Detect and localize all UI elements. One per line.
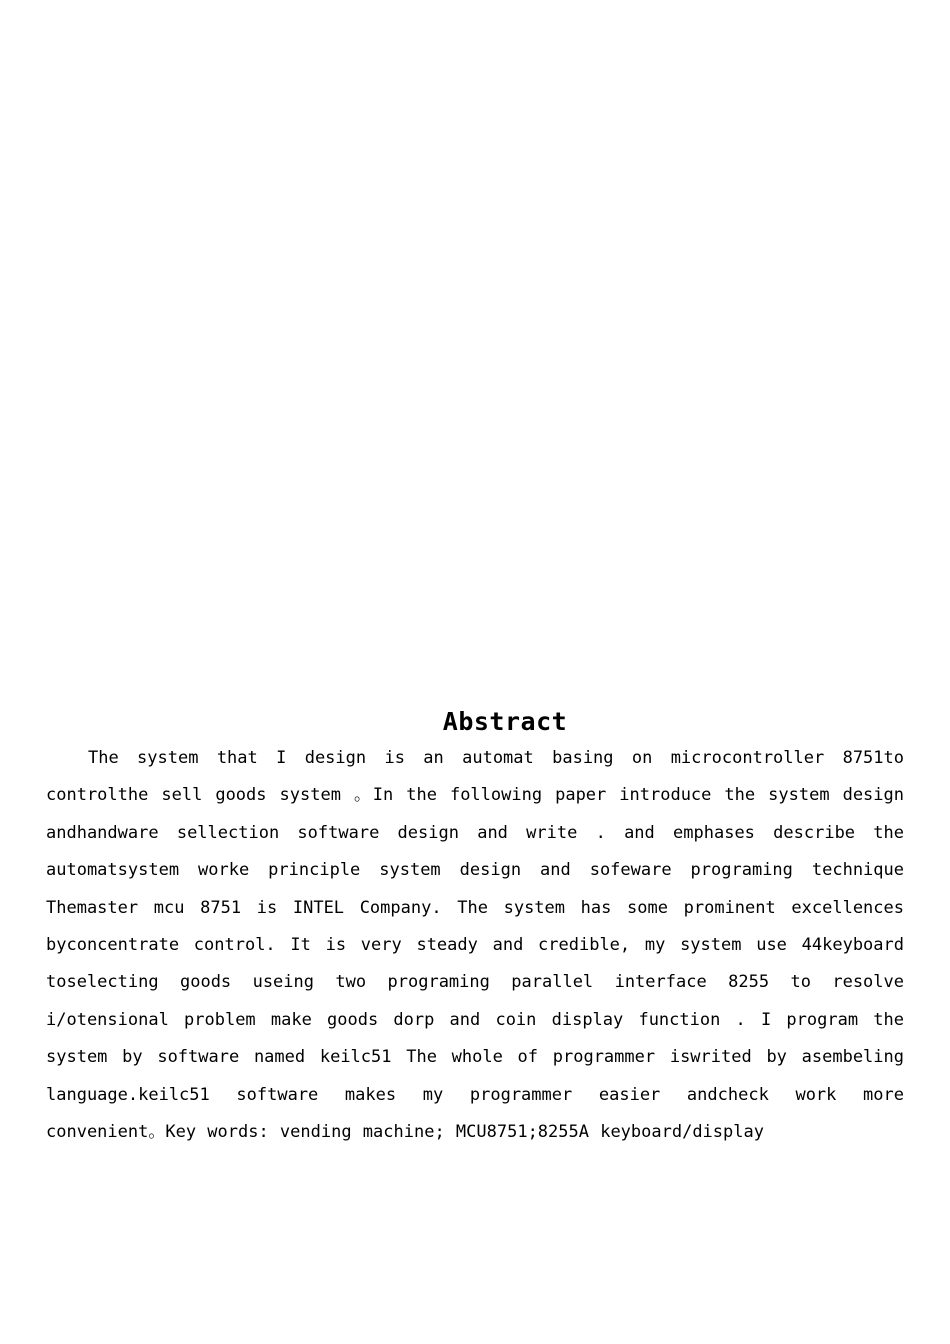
abstract-section (46, 704, 904, 1151)
abstract-heading: Abstract (442, 707, 568, 736)
abstract-body-text: The system that I design is an automat basing on microcontroller 8751to controlthe sell goods system 。In the following paper introduce the system design andhandware sellection software design and write . and emphases describe the automatsystem worke principle system design and sofeware programing technique Themaster mcu 8751 is INTEL Company. The system has some prominent excellences byconcentrate control. It is very steady and credible, my system use 44keyboard toselecting goods useing two programing parallel interface 8255 to resolve i/otensional problem make goods dorp and coin display function . I program the system by software named keilc51 The whole of programmer iswrited by asembeling language.keilc51 software makes my programmer easier andcheck work more convenient。Key words: vending machine; MCU8751;8255A keyboard/display (46, 748, 904, 1143)
